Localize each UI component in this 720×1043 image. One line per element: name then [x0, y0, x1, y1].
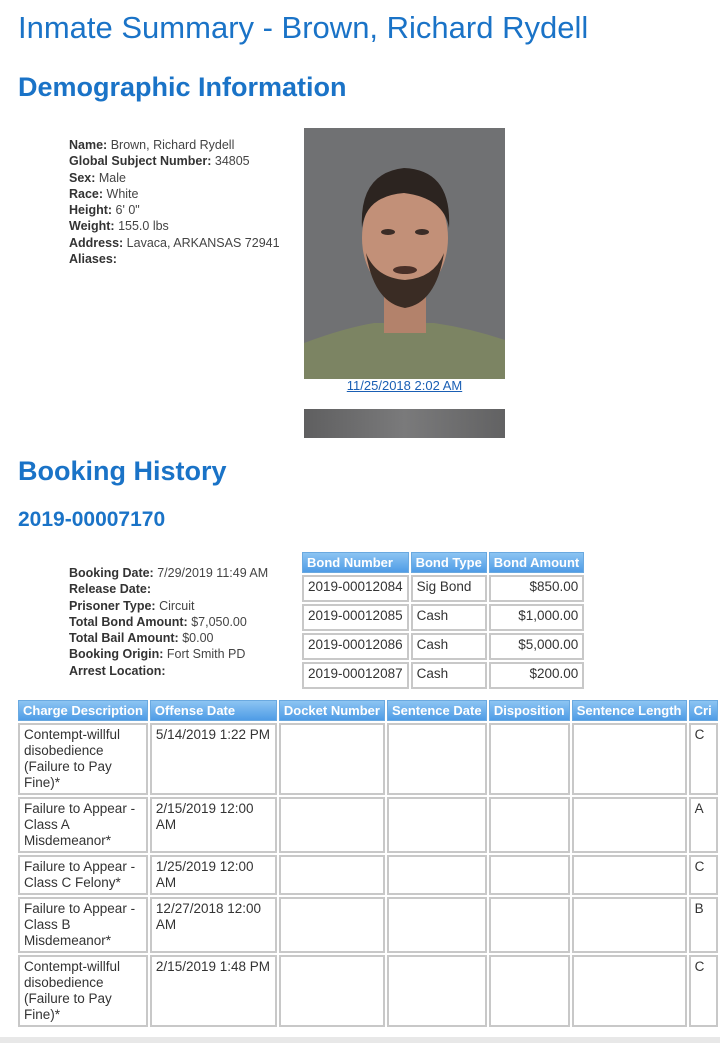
photo-date-link[interactable]: 11/25/2018 2:02 AM	[346, 378, 463, 393]
info-row-address: Address: Lavaca, ARKANSAS 72941	[69, 235, 280, 250]
booking-row-origin: Booking Origin: Fort Smith PD	[69, 647, 246, 662]
sentence-date-cell	[387, 897, 487, 953]
charge-description-cell: Failure to Appear - Class A Misdemeanor*	[18, 797, 148, 853]
charges-header-cri[interactable]: Cri	[689, 700, 718, 721]
info-row-name: Name: Brown, Richard Rydell	[69, 138, 235, 152]
cri-cell: C	[689, 955, 718, 1027]
table-row	[18, 955, 718, 1027]
booking-row-release: Release Date:	[69, 582, 151, 597]
info-row-gsn: Global Subject Number: 34805	[69, 154, 250, 169]
offense-date-cell: 2/15/2019 12:00 AM	[150, 797, 277, 853]
charges-header-disposition[interactable]: Disposition	[489, 700, 570, 721]
cri-cell: C	[689, 855, 718, 895]
offense-date-cell: 2/15/2019 1:48 PM	[150, 955, 277, 1027]
bond-number-cell: 2019-00012084	[302, 575, 409, 602]
bond-header-number[interactable]: Bond Number	[302, 552, 409, 573]
charges-header-sentence-date[interactable]: Sentence Date	[387, 700, 487, 721]
booking-number: 2019-00007170	[18, 508, 166, 531]
info-row-aliases: Aliases:	[69, 252, 117, 267]
disposition-cell	[489, 723, 570, 795]
sentence-length-cell	[572, 897, 687, 953]
bond-table	[300, 550, 586, 691]
booking-row-total-bond: Total Bond Amount: $7,050.00	[69, 614, 247, 629]
disposition-cell	[489, 955, 570, 1027]
disposition-cell	[489, 855, 570, 895]
info-row-sex: Sex: Male	[69, 170, 126, 185]
charge-description-cell: Contempt-willful disobedience (Failure to Pay Fine)*	[18, 723, 148, 795]
booking-info	[69, 565, 268, 679]
bond-type-cell: Sig Bond	[411, 575, 487, 602]
sentence-length-cell	[572, 797, 687, 853]
info-row-weight: Weight: 155.0 lbs	[69, 219, 169, 234]
bond-number-cell: 2019-00012085	[302, 604, 409, 631]
charges-header-row	[18, 700, 718, 721]
mugshot-photo[interactable]	[304, 128, 505, 379]
docket-number-cell	[279, 797, 385, 853]
bond-number-cell: 2019-00012086	[302, 633, 409, 660]
bond-number-cell: 2019-00012087	[302, 662, 409, 689]
sentence-length-cell	[572, 723, 687, 795]
charge-description-cell: Contempt-willful disobedience (Failure to Pay Fine)*	[18, 955, 148, 1027]
table-row	[302, 662, 584, 689]
docket-number-cell	[279, 723, 385, 795]
page-title: Inmate Summary - Brown, Richard Rydell	[18, 10, 589, 45]
charge-description-cell: Failure to Appear - Class C Felony*	[18, 855, 148, 895]
sentence-length-cell	[572, 955, 687, 1027]
bond-type-cell: Cash	[411, 604, 487, 631]
booking-row-total-bail: Total Bail Amount: $0.00	[69, 631, 214, 646]
info-row-height: Height: 6' 0"	[69, 203, 140, 218]
booking-row-date: Booking Date: 7/29/2019 11:49 AM	[69, 566, 269, 580]
booking-history-heading: Booking History	[18, 456, 227, 486]
photo-thumbnail[interactable]	[304, 409, 505, 438]
table-row	[18, 855, 718, 895]
demographic-heading: Demographic Information	[18, 72, 347, 102]
table-row	[302, 604, 584, 631]
horizontal-scrollbar[interactable]	[0, 1037, 720, 1043]
sentence-date-cell	[387, 723, 487, 795]
sentence-date-cell	[387, 855, 487, 895]
bond-header-row	[302, 552, 584, 573]
charges-header-description[interactable]: Charge Description	[18, 700, 148, 721]
docket-number-cell	[279, 855, 385, 895]
charges-header-docket[interactable]: Docket Number	[279, 700, 385, 721]
bond-amount-cell: $850.00	[489, 575, 584, 602]
cri-cell: B	[689, 897, 718, 953]
table-row	[18, 797, 718, 853]
cri-cell: A	[689, 797, 718, 853]
charges-table	[16, 698, 720, 1029]
disposition-cell	[489, 897, 570, 953]
table-row	[18, 723, 718, 795]
bond-amount-cell: $5,000.00	[489, 633, 584, 660]
sentence-date-cell	[387, 955, 487, 1027]
demographic-info	[69, 137, 280, 267]
charges-header-offense-date[interactable]: Offense Date	[150, 700, 277, 721]
sentence-date-cell	[387, 797, 487, 853]
docket-number-cell	[279, 897, 385, 953]
bond-amount-cell: $200.00	[489, 662, 584, 689]
cri-cell: C	[689, 723, 718, 795]
bond-type-cell: Cash	[411, 662, 487, 689]
sentence-length-cell	[572, 855, 687, 895]
charges-header-sentence-length[interactable]: Sentence Length	[572, 700, 687, 721]
booking-row-prisoner-type: Prisoner Type: Circuit	[69, 598, 195, 613]
booking-row-arrest-location: Arrest Location:	[69, 663, 166, 678]
bond-header-amount[interactable]: Bond Amount	[489, 552, 584, 573]
bond-amount-cell: $1,000.00	[489, 604, 584, 631]
table-row	[302, 575, 584, 602]
offense-date-cell: 12/27/2018 12:00 AM	[150, 897, 277, 953]
offense-date-cell: 5/14/2019 1:22 PM	[150, 723, 277, 795]
offense-date-cell: 1/25/2019 12:00 AM	[150, 855, 277, 895]
docket-number-cell	[279, 955, 385, 1027]
table-row	[302, 633, 584, 660]
bond-header-type[interactable]: Bond Type	[411, 552, 487, 573]
disposition-cell	[489, 797, 570, 853]
bond-type-cell: Cash	[411, 633, 487, 660]
table-row	[18, 897, 718, 953]
info-row-race: Race: White	[69, 186, 139, 201]
charge-description-cell: Failure to Appear - Class B Misdemeanor*	[18, 897, 148, 953]
